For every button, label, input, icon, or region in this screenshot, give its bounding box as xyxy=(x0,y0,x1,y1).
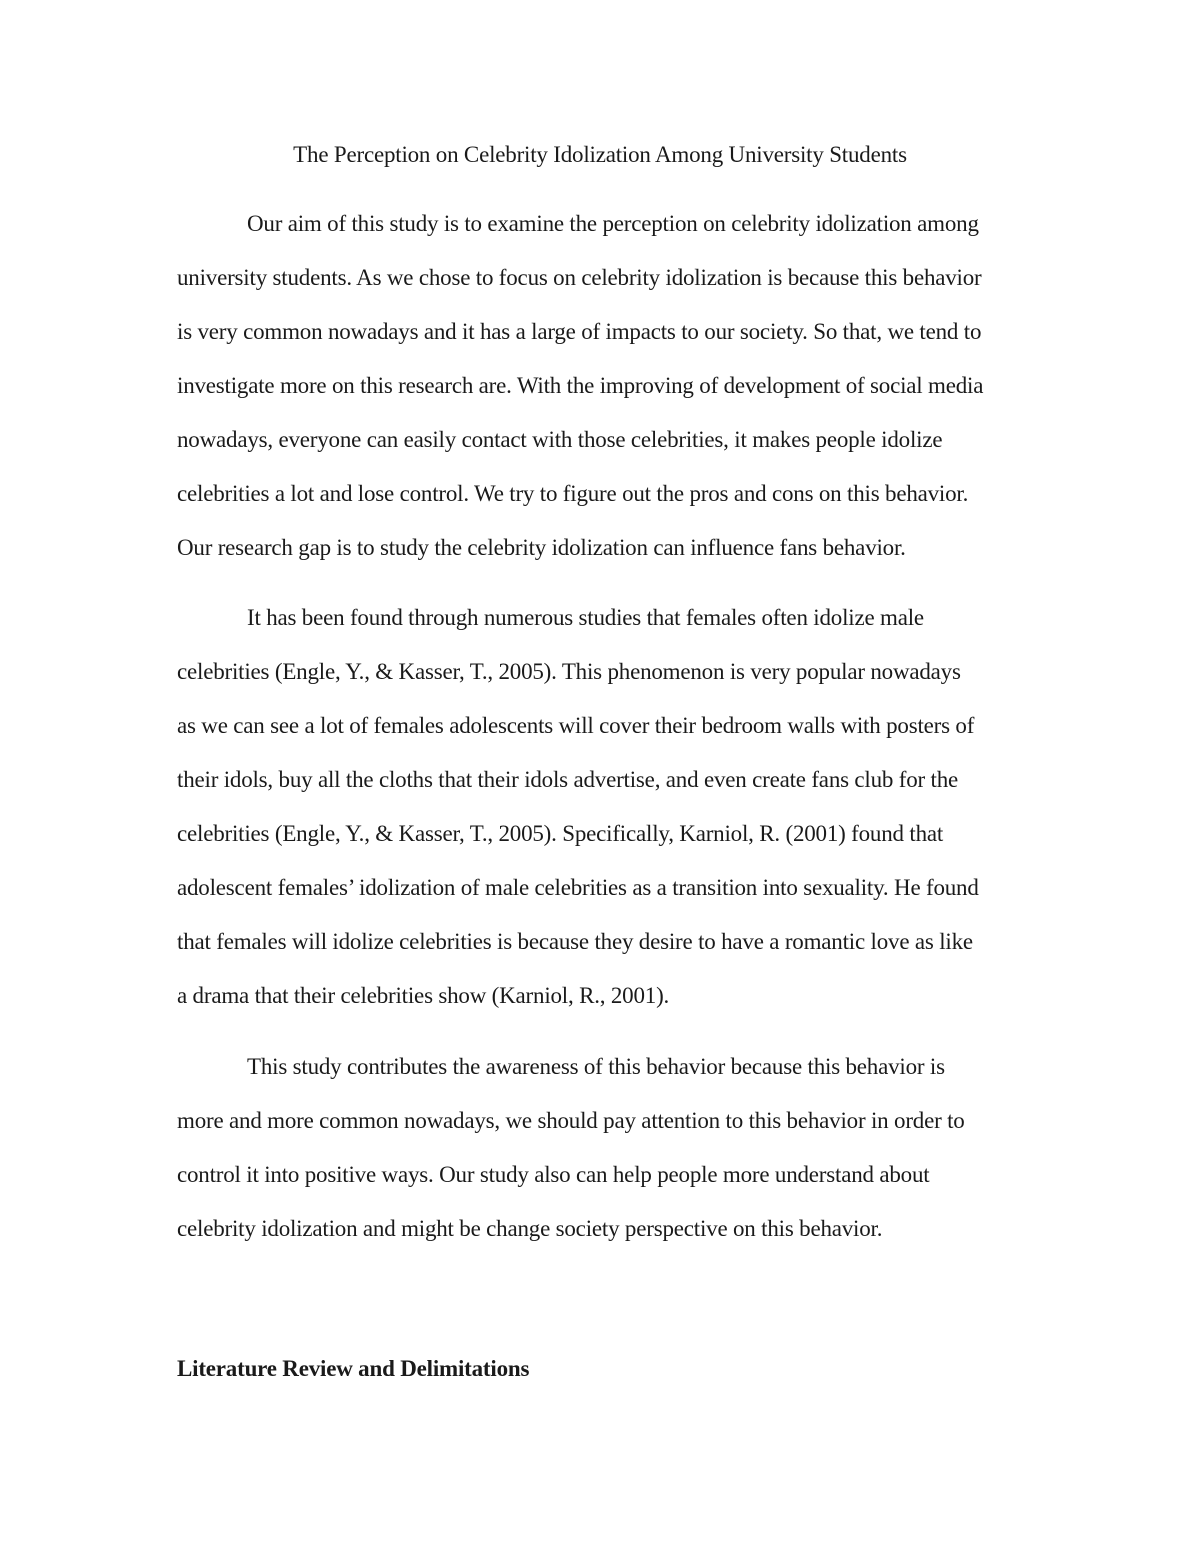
paragraph-2-line-6: adolescent females’ idolization of male celebrities as a transition into sexuality. He found xyxy=(177,875,979,900)
paragraph-1-line-2: university students. As we chose to focus on celebrity idolization is because this behavior xyxy=(177,265,982,290)
paragraph-2-line-5: celebrities (Engle, Y., & Kasser, T., 2005). Specifically, Karniol, R. (2001) found that xyxy=(177,821,944,846)
document-title: The Perception on Celebrity Idolization Among University Students xyxy=(293,142,907,167)
paragraph-1-line-5: nowadays, everyone can easily contact with those celebrities, it makes people idolize xyxy=(177,427,943,452)
paragraph-3-line-3: control it into positive ways. Our study also can help people more understand about xyxy=(177,1162,930,1187)
paragraph-2-line-3: as we can see a lot of females adolescents will cover their bedroom walls with posters of xyxy=(177,713,975,738)
paragraph-3-line-4: celebrity idolization and might be change society perspective on this behavior. xyxy=(177,1216,883,1241)
paragraph-1-line-4: investigate more on this research are. With the improving of development of social media xyxy=(177,373,984,398)
paragraph-1-line-3: is very common nowadays and it has a large of impacts to our society. So that, we tend to xyxy=(177,319,982,344)
paragraph-2-line-2: celebrities (Engle, Y., & Kasser, T., 2005). This phenomenon is very popular nowadays xyxy=(177,659,961,684)
paragraph-1-line-7: Our research gap is to study the celebrity idolization can influence fans behavior. xyxy=(177,535,906,560)
paragraph-1-line-6: celebrities a lot and lose control. We try to figure out the pros and cons on this behavior. xyxy=(177,481,969,506)
paragraph-1-line-1: Our aim of this study is to examine the perception on celebrity idolization among xyxy=(247,211,979,236)
paragraph-3-line-1: This study contributes the awareness of this behavior because this behavior is xyxy=(247,1054,945,1079)
paragraph-2-line-1: It has been found through numerous studies that females often idolize male xyxy=(247,605,924,630)
section-heading: Literature Review and Delimitations xyxy=(177,1356,530,1381)
paragraph-2-line-4: their idols, buy all the cloths that their idols advertise, and even create fans club for the xyxy=(177,767,959,792)
paragraph-3-line-2: more and more common nowadays, we should pay attention to this behavior in order to xyxy=(177,1108,965,1133)
paragraph-2-line-8: a drama that their celebrities show (Karniol, R., 2001). xyxy=(177,983,670,1008)
paragraph-2-line-7: that females will idolize celebrities is because they desire to have a romantic love as like xyxy=(177,929,973,954)
